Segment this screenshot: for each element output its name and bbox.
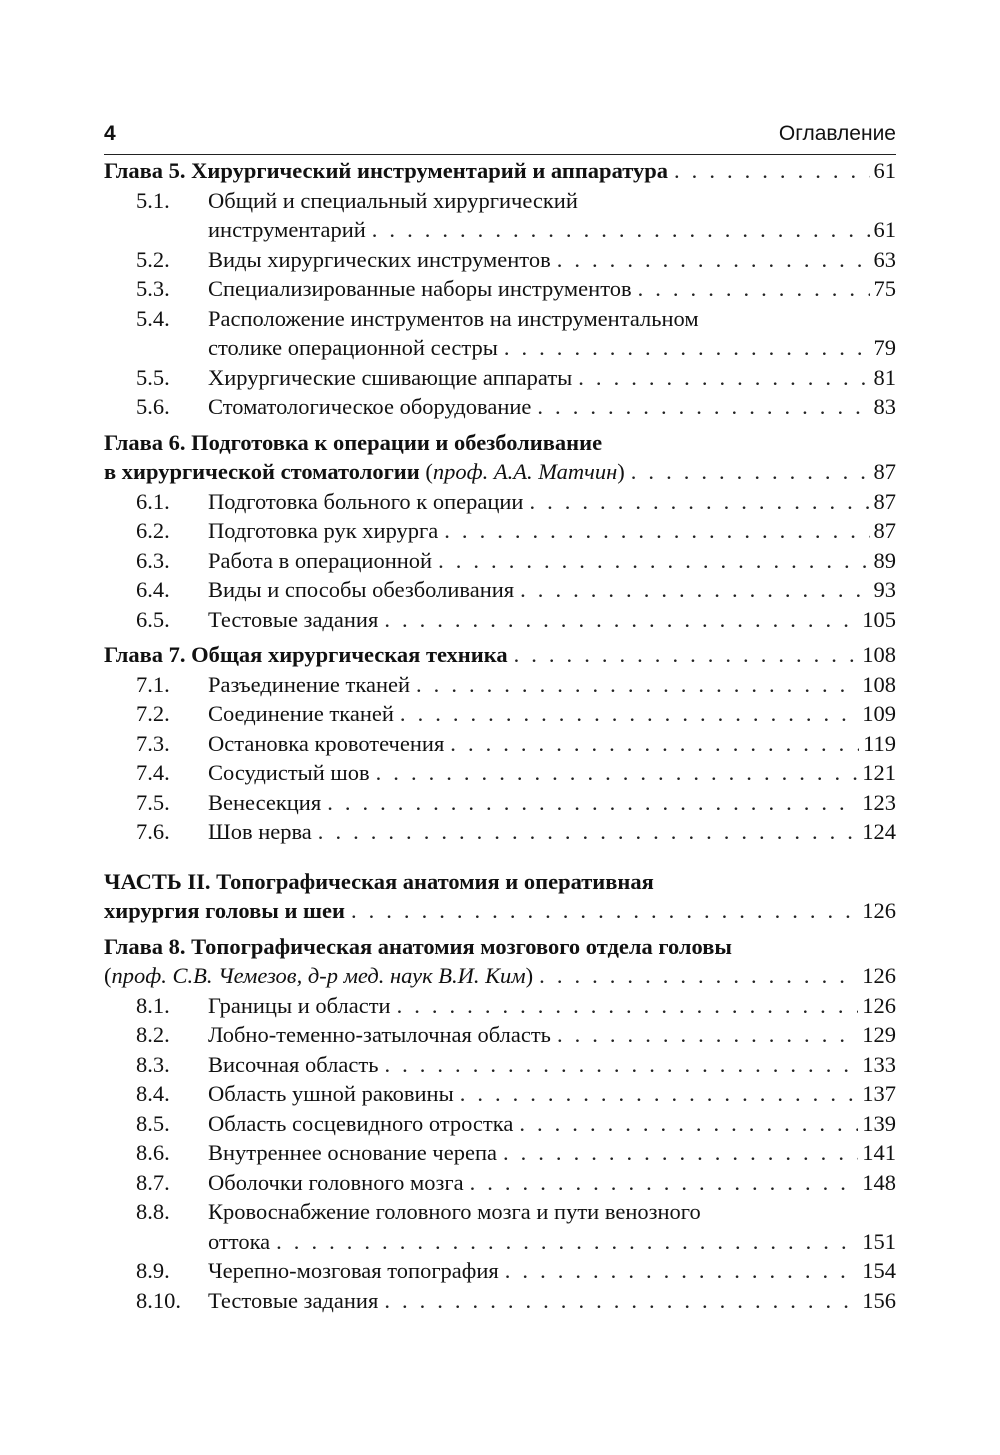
leader-dots bbox=[638, 274, 870, 304]
section-number: 8.7. bbox=[136, 1169, 170, 1195]
section-number: 5.5. bbox=[136, 364, 170, 390]
section-number: 8.5. bbox=[136, 1110, 170, 1136]
section-title: Тестовые задания bbox=[208, 606, 379, 632]
toc-chapter-8-cont[interactable]: ( проф. С.В. Чемезов, д-р мед. наук В.И. Ким ) . . . 126 bbox=[104, 961, 896, 991]
page-ref: 75 bbox=[873, 276, 896, 301]
running-header bbox=[104, 120, 896, 155]
page-ref: 148 bbox=[862, 1169, 896, 1195]
section-number: 5.4. bbox=[136, 305, 170, 331]
section-title: Тестовые задания bbox=[208, 1287, 379, 1313]
toc-item-7-5[interactable] bbox=[104, 788, 896, 818]
page-ref: 151 bbox=[862, 1228, 896, 1254]
leader-dots bbox=[539, 961, 858, 991]
leader-dots bbox=[276, 1227, 858, 1257]
toc-item-6-1[interactable] bbox=[104, 487, 896, 517]
section-title: Разъединение тканей bbox=[208, 671, 411, 697]
page-ref: 79 bbox=[873, 335, 896, 360]
toc-item-5-3[interactable] bbox=[104, 274, 896, 304]
section-title: Черепно-мозговая топография bbox=[208, 1258, 499, 1283]
toc-item-8-5[interactable] bbox=[104, 1109, 896, 1139]
toc-item-7-1[interactable] bbox=[104, 670, 896, 700]
page-ref: 126 bbox=[862, 898, 896, 923]
leader-dots bbox=[384, 1050, 858, 1080]
page-ref: 126 bbox=[862, 992, 896, 1018]
leader-dots bbox=[384, 605, 858, 635]
section-title: Шов нерва bbox=[208, 819, 312, 844]
page-ref: 137 bbox=[862, 1081, 896, 1106]
section-title: Подготовка больного к операции bbox=[208, 488, 524, 514]
section-number: 8.8. bbox=[136, 1199, 170, 1224]
section-number: 5.3. bbox=[136, 276, 170, 301]
leader-dots bbox=[318, 817, 858, 847]
toc-part-2[interactable] bbox=[104, 867, 896, 897]
page-ref: 63 bbox=[873, 246, 896, 272]
toc-item-8-8[interactable] bbox=[104, 1197, 896, 1227]
leader-dots bbox=[384, 1286, 858, 1316]
toc-item-8-10[interactable] bbox=[104, 1286, 896, 1316]
section-title: Область ушной раковины bbox=[208, 1081, 454, 1106]
section-number: 7.3. bbox=[136, 730, 170, 756]
section-title: Область сосцевидного отростка bbox=[208, 1110, 514, 1136]
toc-item-6-5[interactable] bbox=[104, 605, 896, 635]
toc-item-6-3[interactable] bbox=[104, 546, 896, 576]
toc-chapter-7[interactable] bbox=[104, 640, 896, 670]
leader-dots bbox=[450, 729, 859, 759]
section-title-line2: оттока bbox=[208, 1228, 271, 1254]
toc-part-2-cont[interactable] bbox=[104, 896, 896, 926]
toc-item-8-9[interactable] bbox=[104, 1256, 896, 1286]
section-title: Сосудистый шов bbox=[208, 760, 370, 785]
toc-item-5-6[interactable] bbox=[104, 392, 896, 422]
page-ref: 87 bbox=[873, 459, 896, 484]
section-title-line1: Расположение инструментов на инструментальном bbox=[208, 305, 699, 331]
section-title: Остановка кровотечения bbox=[208, 730, 445, 756]
page-ref: 105 bbox=[862, 606, 896, 632]
toc-item-8-6[interactable] bbox=[104, 1138, 896, 1168]
leader-dots bbox=[503, 1138, 858, 1168]
section-title: Хирургические сшивающие аппараты bbox=[208, 364, 573, 390]
section-title: Внутреннее основание черепа bbox=[208, 1140, 497, 1165]
section-number: 5.1. bbox=[136, 187, 170, 213]
section-number: 6.2. bbox=[136, 518, 170, 543]
toc-item-5-5[interactable] bbox=[104, 363, 896, 393]
leader-dots bbox=[537, 392, 869, 422]
leader-dots bbox=[460, 1079, 859, 1109]
chapter-title-line1: Глава 8. Топографическая анатомия мозгового отдела головы bbox=[104, 933, 732, 959]
section-number: 5.6. bbox=[136, 394, 170, 419]
section-number: 5.2. bbox=[136, 246, 170, 272]
toc-item-7-3[interactable] bbox=[104, 729, 896, 759]
section-title-line1: Общий и специальный хирургический bbox=[208, 187, 578, 213]
page-ref: 81 bbox=[873, 364, 896, 390]
leader-dots bbox=[557, 245, 870, 275]
part-title-line1: ЧАСТЬ II. Топографическая анатомия и оперативная bbox=[104, 868, 654, 894]
toc-item-7-4[interactable] bbox=[104, 758, 896, 788]
section-title: Соединение тканей bbox=[208, 701, 394, 726]
toc-item-8-8-cont[interactable] bbox=[104, 1227, 896, 1257]
leader-dots bbox=[416, 670, 858, 700]
page-ref: 87 bbox=[873, 488, 896, 514]
section-title: Височная область bbox=[208, 1051, 379, 1077]
toc-item-6-4[interactable] bbox=[104, 575, 896, 605]
toc-item-8-1[interactable] bbox=[104, 991, 896, 1021]
leader-dots bbox=[400, 699, 858, 729]
section-number: 6.4. bbox=[136, 577, 170, 602]
chapter-title: Глава 7. Общая хирургическая техника bbox=[104, 642, 508, 667]
leader-dots bbox=[376, 758, 859, 788]
section-title: Работа в операционной bbox=[208, 547, 433, 573]
section-title: Подготовка рук хирурга bbox=[208, 518, 439, 543]
leader-dots bbox=[631, 457, 870, 487]
leader-dots bbox=[578, 363, 869, 393]
toc-item-7-6[interactable] bbox=[104, 817, 896, 847]
section-number: 7.5. bbox=[136, 789, 170, 815]
toc-item-6-2[interactable] bbox=[104, 516, 896, 546]
leader-dots bbox=[372, 215, 870, 245]
page-ref: 108 bbox=[862, 642, 896, 667]
leader-dots bbox=[470, 1168, 859, 1198]
section-number: 7.4. bbox=[136, 760, 170, 785]
toc-chapter-8[interactable] bbox=[104, 932, 896, 962]
page-ref: 108 bbox=[862, 671, 896, 697]
table-of-contents bbox=[104, 156, 896, 1315]
section-number: 8.4. bbox=[136, 1081, 170, 1106]
leader-dots bbox=[444, 516, 869, 546]
section-title-line1: Кровоснабжение головного мозга и пути венозного bbox=[208, 1199, 701, 1224]
section-title: Виды и способы обезболивания bbox=[208, 577, 515, 602]
page-ref: 83 bbox=[873, 394, 896, 419]
page-ref: 121 bbox=[862, 760, 896, 785]
part-title-line2: хирургия головы и шеи bbox=[104, 898, 345, 923]
toc-item-8-2[interactable] bbox=[104, 1020, 896, 1050]
section-number: 6.1. bbox=[136, 488, 170, 514]
section-number: 8.9. bbox=[136, 1258, 170, 1283]
chapter-title: Глава 5. Хирургический инструментарий и аппаратура bbox=[104, 158, 669, 183]
page-number: 4 bbox=[104, 122, 116, 145]
leader-dots bbox=[557, 1020, 858, 1050]
section-title: Оболочки головного мозга bbox=[208, 1169, 464, 1195]
section-number: 6.5. bbox=[136, 606, 170, 632]
toc-item-5-4[interactable] bbox=[104, 304, 896, 334]
page-ref: 61 bbox=[873, 158, 896, 183]
section-title: Специализированные наборы инструментов bbox=[208, 276, 632, 301]
running-title: Оглавление bbox=[778, 122, 896, 145]
page-ref: 156 bbox=[862, 1287, 896, 1313]
page-ref: 87 bbox=[873, 518, 896, 543]
section-number: 8.2. bbox=[136, 1022, 170, 1047]
section-number: 6.3. bbox=[136, 547, 170, 573]
toc-chapter-5[interactable] bbox=[104, 156, 896, 186]
leader-dots bbox=[519, 1109, 858, 1139]
toc-item-7-2[interactable] bbox=[104, 699, 896, 729]
section-number: 8.3. bbox=[136, 1051, 170, 1077]
toc-item-5-1-cont[interactable] bbox=[104, 215, 896, 245]
leader-dots bbox=[514, 640, 859, 670]
section-title: Венесекция bbox=[208, 789, 322, 815]
page-ref: 133 bbox=[862, 1051, 896, 1077]
toc-chapter-6-cont[interactable]: в хирургической стоматологии ( проф. А.А. Матчин ) . . . 87 bbox=[104, 457, 896, 487]
toc-item-8-3[interactable] bbox=[104, 1050, 896, 1080]
section-number: 8.1. bbox=[136, 992, 170, 1018]
leader-dots bbox=[674, 156, 869, 186]
toc-item-8-4[interactable] bbox=[104, 1079, 896, 1109]
leader-dots bbox=[327, 788, 858, 818]
chapter-title-line2: в хирургической стоматологии bbox=[104, 459, 420, 484]
toc-item-5-1[interactable] bbox=[104, 186, 896, 216]
section-title-line2: инструментарий bbox=[208, 217, 366, 242]
section-title: Лобно-теменно-затылочная область bbox=[208, 1022, 551, 1047]
page-ref: 124 bbox=[862, 819, 896, 844]
section-number: 7.2. bbox=[136, 701, 170, 726]
toc-item-5-2[interactable] bbox=[104, 245, 896, 275]
leader-dots bbox=[529, 487, 869, 517]
leader-dots bbox=[351, 896, 858, 926]
toc-item-8-7[interactable] bbox=[104, 1168, 896, 1198]
page-ref: 109 bbox=[862, 701, 896, 726]
section-title: Границы и области bbox=[208, 992, 391, 1018]
section-title: Виды хирургических инструментов bbox=[208, 246, 551, 272]
section-number: 8.6. bbox=[136, 1140, 170, 1165]
section-title: Стоматологическое оборудование bbox=[208, 394, 532, 419]
section-number: 7.1. bbox=[136, 671, 170, 697]
page-ref: 119 bbox=[863, 730, 896, 756]
section-title-line2: столике операционной сестры bbox=[208, 335, 498, 360]
page-ref: 129 bbox=[862, 1022, 896, 1047]
section-number: 8.10. bbox=[136, 1287, 181, 1313]
page-ref: 93 bbox=[873, 577, 896, 602]
toc-chapter-6[interactable] bbox=[104, 428, 896, 458]
leader-dots bbox=[520, 575, 869, 605]
toc-item-5-4-cont[interactable] bbox=[104, 333, 896, 363]
page-ref: 139 bbox=[862, 1110, 896, 1136]
chapter-title-line1: Глава 6. Подготовка к операции и обезболивание bbox=[104, 429, 603, 455]
page-ref: 61 bbox=[873, 217, 896, 242]
leader-dots bbox=[505, 1256, 858, 1286]
page-ref: 141 bbox=[862, 1140, 896, 1165]
chapter-authors: проф. А.А. Матчин bbox=[432, 459, 618, 484]
leader-dots bbox=[438, 546, 869, 576]
page-ref: 154 bbox=[862, 1258, 896, 1283]
page-ref: 126 bbox=[862, 963, 896, 988]
chapter-authors: проф. С.В. Чемезов, д-р мед. наук В.И. Ким bbox=[111, 963, 526, 988]
page-ref: 123 bbox=[862, 789, 896, 815]
page-ref: 89 bbox=[873, 547, 896, 573]
section-number: 7.6. bbox=[136, 819, 170, 844]
leader-dots bbox=[397, 991, 859, 1021]
leader-dots bbox=[504, 333, 870, 363]
